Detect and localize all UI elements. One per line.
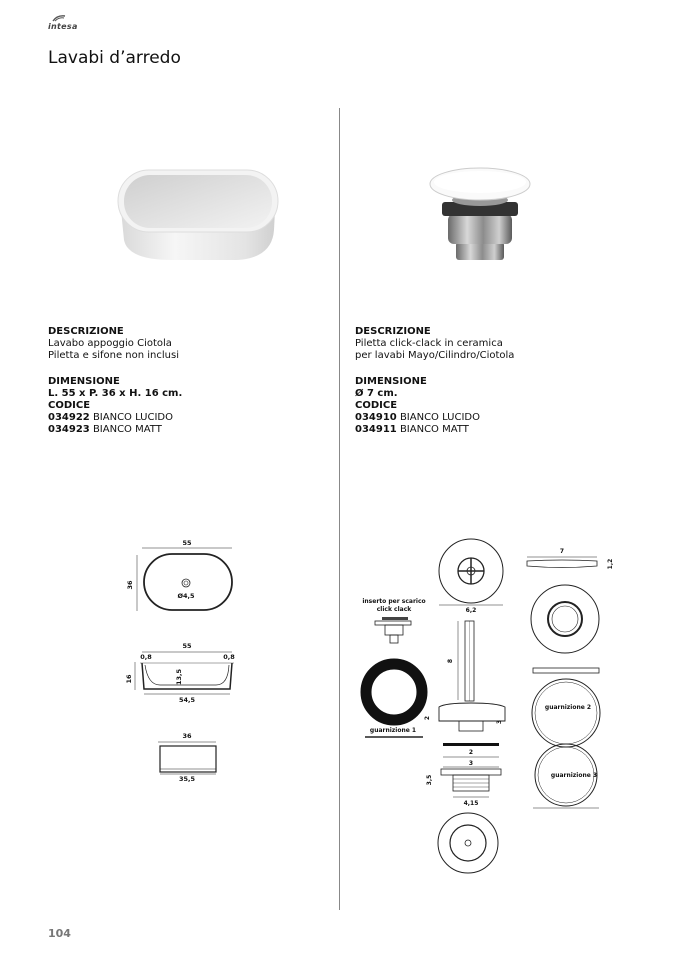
- dim-6-2: 6,2: [465, 607, 477, 614]
- left-desc-line1: Lavabo appoggio Ciotola: [48, 338, 172, 350]
- right-code-row: 034911 BIANCO MATT: [355, 424, 469, 436]
- right-code-row: 034910 BIANCO LUCIDO: [355, 412, 480, 424]
- left-dim-heading: DIMENSIONE: [48, 375, 120, 387]
- left-description: [48, 326, 182, 437]
- left-code-heading: CODICE: [48, 400, 91, 412]
- dim-sec-width: 55: [182, 642, 192, 650]
- insert-label-2: click clack: [376, 606, 412, 613]
- dim-4-15: 4,15: [463, 800, 479, 807]
- gasket-3-label: guarnizione 3: [550, 772, 598, 779]
- brand-logo: intesa: [48, 22, 78, 31]
- left-dim-value: L. 55 x P. 36 x H. 16 cm.: [48, 387, 183, 399]
- left-code-row: 034922 BIANCO LUCIDO: [48, 412, 173, 424]
- dim-2a: 2: [424, 715, 431, 721]
- dim-side-bottom: 35,5: [178, 775, 196, 783]
- dim-3b: 3: [468, 760, 474, 767]
- gasket-2-label: guarnizione 2: [544, 704, 592, 711]
- dim-top-width: 55: [182, 539, 192, 547]
- basin-technical-drawing: [120, 535, 250, 800]
- dim-8: 8: [447, 658, 454, 664]
- right-desc-heading: DESCRIZIONE: [355, 326, 431, 337]
- dim-1-2: 1,2: [607, 558, 614, 570]
- dim-top-depth: 36: [126, 580, 134, 590]
- basin-photo: [112, 160, 282, 270]
- left-desc-heading: DESCRIZIONE: [48, 326, 124, 337]
- dim-sec-inner-height: 13,5: [175, 668, 183, 686]
- dim-2b: 2: [468, 749, 474, 756]
- insert-label-1: inserto per scarico: [362, 598, 426, 605]
- right-desc-line2: per lavabi Mayo/Cilindro/Ciotola: [355, 350, 515, 362]
- page-title: Lavabi d’arredo: [48, 48, 181, 68]
- waste-photo: [424, 162, 554, 272]
- left-desc-line2: Piletta e sifone non inclusi: [48, 350, 179, 362]
- column-divider: [339, 108, 340, 910]
- page-number: 104: [48, 927, 71, 940]
- right-desc-line1: Piletta click-clack in ceramica: [355, 338, 503, 350]
- right-description: [355, 326, 514, 437]
- right-code-heading: CODICE: [355, 400, 398, 412]
- right-dim-heading: DIMENSIONE: [355, 375, 427, 387]
- dim-sec-wall-left: 0,8: [140, 653, 152, 661]
- dim-7: 7: [559, 548, 565, 555]
- dim-3-5: 3,5: [426, 774, 433, 786]
- right-dim-value: Ø 7 cm.: [355, 387, 398, 399]
- gasket-1-label: guarnizione 1: [369, 727, 417, 734]
- dim-sec-height: 16: [125, 674, 133, 684]
- waste-technical-drawing: [355, 535, 620, 885]
- dim-sec-base: 54,5: [178, 696, 196, 704]
- dim-sec-wall-right: 0,8: [223, 653, 235, 661]
- brand-logo-icon: [52, 14, 66, 22]
- dim-3a: 3: [496, 719, 503, 725]
- left-code-row: 034923 BIANCO MATT: [48, 424, 162, 436]
- dim-hole: Ø4,5: [177, 592, 195, 600]
- dim-side-top: 36: [182, 732, 192, 740]
